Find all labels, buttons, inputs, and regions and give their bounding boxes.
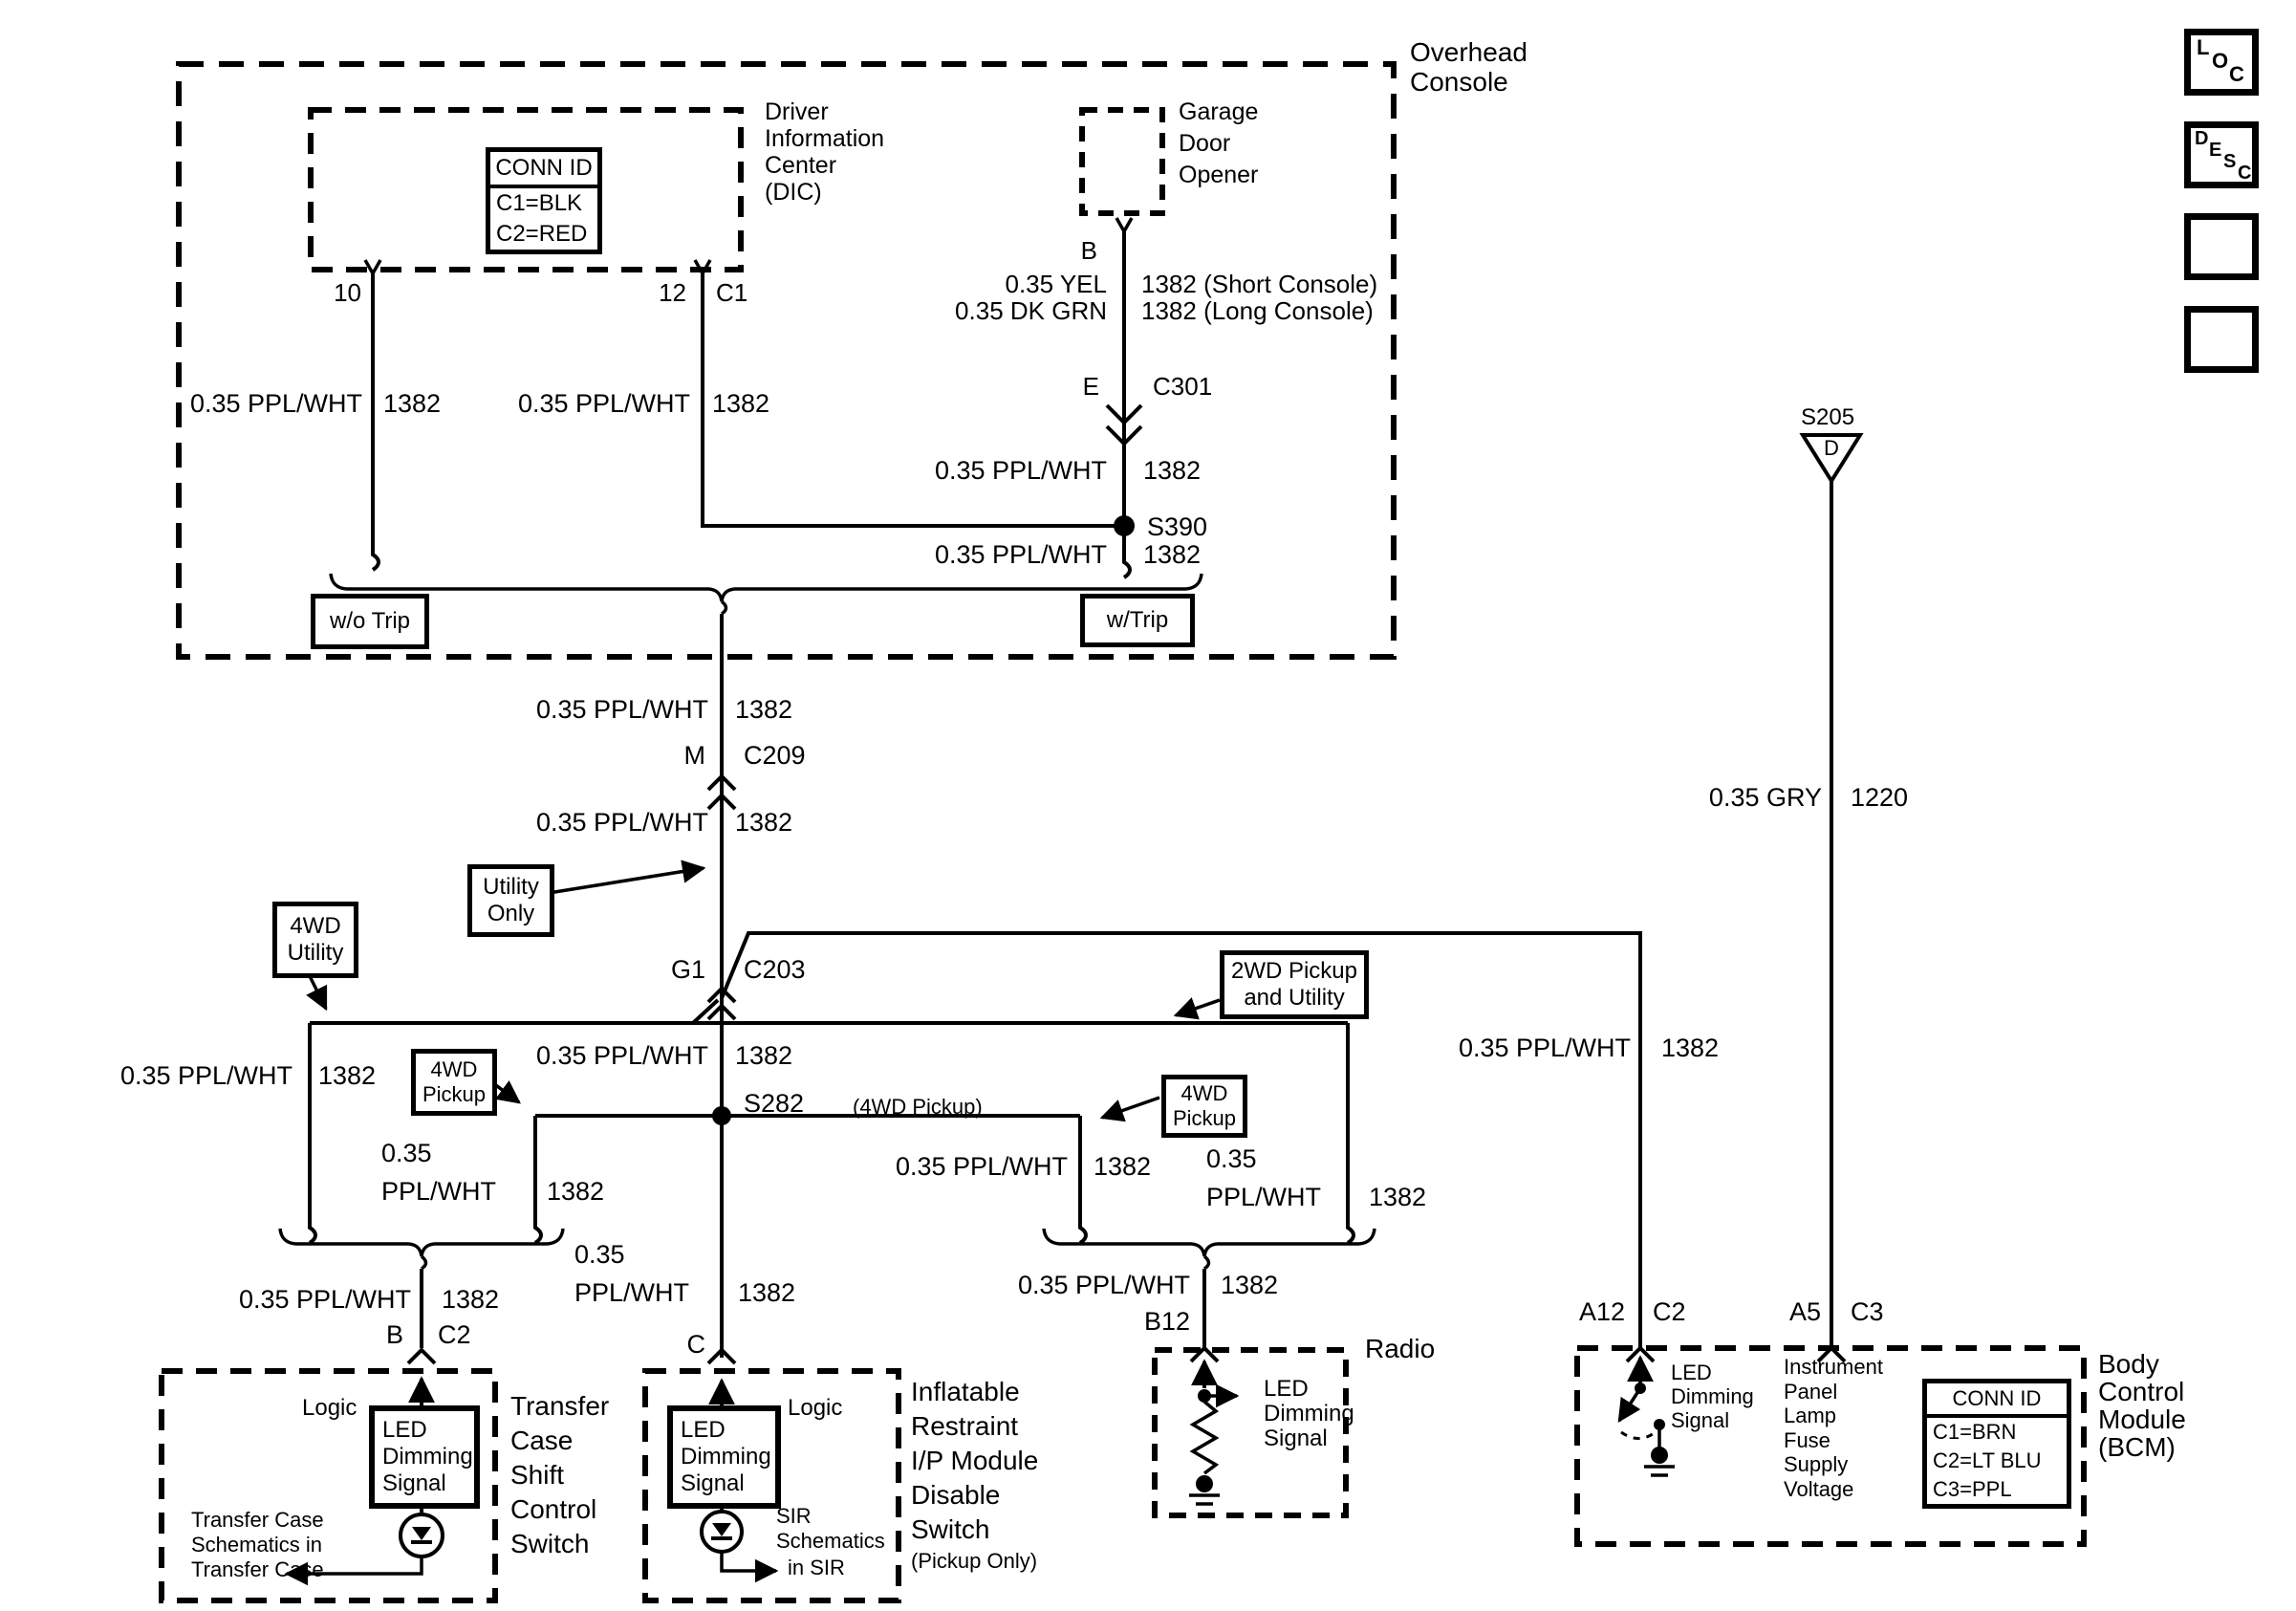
wire-circuit: 1382 xyxy=(442,1285,500,1314)
wire-spec: 0.35 PPL/WHT xyxy=(238,1285,411,1314)
conn-id-row: C2=LT BLU xyxy=(1933,1448,2042,1472)
dic-label: (DIC) xyxy=(765,179,822,206)
utility-only-callout xyxy=(467,864,554,937)
radio-pin-b12: B12 xyxy=(1143,1307,1190,1336)
c209-name: C209 xyxy=(744,741,806,770)
bcm-supply-label: Supply xyxy=(1784,1452,1849,1476)
garage-label: Opener xyxy=(1179,162,1259,188)
bcm-conn-c3: C3 xyxy=(1851,1297,1884,1326)
radio-led-label: Dimming xyxy=(1264,1401,1354,1426)
garage-label: Door xyxy=(1179,130,1231,157)
desc-letter: D xyxy=(2195,128,2209,149)
s282-note: (4WD Pickup) xyxy=(853,1095,983,1119)
bcm-conn-id-table xyxy=(1922,1379,2071,1509)
led-line: LED xyxy=(382,1417,427,1443)
callout-line: 4WD xyxy=(290,913,341,939)
wire-spec: 0.35 DK GRN xyxy=(955,296,1107,325)
fourwd-utility-callout xyxy=(272,902,358,978)
bcm-supply-label: Fuse xyxy=(1784,1428,1830,1452)
inflatable-title: Disable xyxy=(911,1480,1001,1510)
callout-line: 4WD xyxy=(430,1057,478,1081)
wire-spec: PPL/WHT xyxy=(574,1278,690,1307)
garage-door-opener-box xyxy=(1082,110,1162,213)
wire-circuit: 1382 xyxy=(1143,456,1202,485)
loc-letter: C xyxy=(2229,62,2244,86)
dic-conn-id-table xyxy=(486,147,602,254)
fourwd-pickup-left-callout xyxy=(411,1049,497,1116)
sir-note-arrow xyxy=(722,1552,776,1571)
radio-title: Radio xyxy=(1365,1334,1436,1363)
dic-label: Center xyxy=(765,152,837,179)
dic-label: Driver xyxy=(765,98,829,125)
callout-line: Utility xyxy=(483,874,539,900)
conn-id-row: C2=RED xyxy=(496,221,588,247)
bcm-switch-blade xyxy=(1619,1388,1640,1421)
bcm-pin-a5: A5 xyxy=(1788,1297,1821,1326)
desc-letter: E xyxy=(2209,140,2222,161)
wire-dic-pin10 xyxy=(373,273,379,570)
bcm-supply-label: Voltage xyxy=(1784,1477,1854,1501)
bcm-pin-a12: A12 xyxy=(1578,1297,1625,1326)
prev-page-button[interactable] xyxy=(2184,306,2259,373)
dic-label: Information xyxy=(765,125,885,152)
wire-circuit: 1382 xyxy=(735,808,793,837)
wire-spec: 0.35 xyxy=(381,1139,432,1167)
bcm-title: Body xyxy=(2098,1349,2159,1379)
dic-pin-12: 12 xyxy=(659,278,686,307)
callout-line: 4WD xyxy=(1180,1081,1228,1105)
led-line: Signal xyxy=(382,1470,446,1496)
inflatable-pin-c: C xyxy=(686,1330,705,1359)
bcm-conn-c2: C2 xyxy=(1653,1297,1686,1326)
transfer-note: Schematics in xyxy=(191,1533,322,1557)
wire-spec: 0.35 PPL/WHT xyxy=(934,456,1107,485)
overhead-console-title: Overhead xyxy=(1410,37,1527,67)
loc-letter: L xyxy=(2197,35,2210,59)
inflatable-title: Inflatable xyxy=(911,1377,1020,1406)
transfer-conn-c2: C2 xyxy=(438,1320,471,1349)
garage-pin-b-fork xyxy=(1116,218,1132,231)
brace-overhead xyxy=(331,574,1202,614)
w-trip-tag xyxy=(1080,594,1195,647)
next-page-button[interactable] xyxy=(2184,213,2259,280)
s390-splice-dot xyxy=(1114,515,1135,536)
radio-ground-dot xyxy=(1196,1475,1213,1492)
wire-circuit: 1382 (Long Console) xyxy=(1141,296,1374,325)
twowd-pickup-utility-callout xyxy=(1220,950,1369,1019)
transfer-title: Switch xyxy=(510,1529,590,1558)
wire-spec: PPL/WHT xyxy=(381,1177,497,1206)
s390-label: S390 xyxy=(1147,512,1208,541)
bcm-led-label: LED xyxy=(1671,1361,1712,1384)
wire-spec: 0.35 PPL/WHT xyxy=(119,1061,292,1090)
loc-button[interactable] xyxy=(2184,29,2259,96)
wire-spec: 0.35 xyxy=(574,1240,625,1269)
wire-spec: 0.35 PPL/WHT xyxy=(1458,1034,1631,1062)
transfer-title: Shift xyxy=(510,1460,565,1490)
transfer-title: Transfer xyxy=(510,1391,610,1421)
wire-spec: 0.35 PPL/WHT xyxy=(189,389,362,418)
wire-spec: 0.35 PPL/WHT xyxy=(535,1041,708,1070)
c209-pin-m: M xyxy=(683,741,705,770)
conn-id-header: CONN ID xyxy=(1927,1383,2067,1418)
transfer-led-box xyxy=(369,1405,480,1509)
transfer-pin-b: B xyxy=(385,1320,403,1349)
conn-id-row: C1=BRN xyxy=(1933,1420,2017,1444)
wire-circuit: 1382 xyxy=(1221,1271,1279,1299)
radio-led-label: LED xyxy=(1264,1376,1309,1402)
wire-spec: 0.35 YEL xyxy=(1005,270,1107,298)
bcm-supply-label: Panel xyxy=(1784,1380,1838,1404)
callout-line: Only xyxy=(487,901,535,926)
wire-circuit: 1382 (Short Console) xyxy=(1141,270,1378,298)
sir-note: SIR xyxy=(776,1504,812,1528)
bcm-title: Module xyxy=(2098,1404,2186,1434)
dic-conn-c1: C1 xyxy=(716,278,748,307)
wire-spec: 0.35 xyxy=(1206,1144,1257,1173)
s282-label: S282 xyxy=(744,1089,805,1118)
sir-note: Schematics xyxy=(776,1529,885,1553)
transfer-title: Control xyxy=(510,1494,597,1524)
transfer-note: Transfer Case xyxy=(191,1508,324,1532)
wire-circuit: 1382 xyxy=(383,389,442,418)
wire-circuit: 1382 xyxy=(738,1278,796,1307)
dic-pin-10: 10 xyxy=(334,278,361,307)
c203-name: C203 xyxy=(744,955,806,984)
c301-name: C301 xyxy=(1153,372,1213,401)
inflatable-subtitle: (Pickup Only) xyxy=(911,1549,1038,1573)
inflatable-logic-label: Logic xyxy=(788,1395,843,1421)
wire-spec: 0.35 PPL/WHT xyxy=(934,540,1107,569)
bcm-title: (BCM) xyxy=(2098,1432,2176,1462)
radio-resistor xyxy=(1193,1402,1216,1473)
conn-id-header: CONN ID xyxy=(490,152,597,188)
wo-trip-label: w/o Trip xyxy=(329,608,411,634)
wire-circuit: 1382 xyxy=(1094,1152,1152,1181)
wire-circuit: 1382 xyxy=(547,1177,605,1206)
wo-trip-tag xyxy=(311,594,429,649)
inflatable-led-box xyxy=(667,1405,781,1509)
bcm-title: Control xyxy=(2098,1377,2185,1406)
led-line: Signal xyxy=(681,1470,745,1496)
wire-circuit: 1382 xyxy=(1661,1034,1720,1062)
transfer-title: Case xyxy=(510,1426,574,1455)
inflatable-title: Switch xyxy=(911,1514,990,1544)
garage-label: Garage xyxy=(1179,98,1259,125)
pin10-fork xyxy=(365,260,380,273)
conn-id-row: C3=PPL xyxy=(1933,1477,2012,1501)
bcm-ground-icon xyxy=(1644,1467,1675,1475)
desc-letter: S xyxy=(2223,151,2237,172)
wire-circuit: 1382 xyxy=(735,1041,793,1070)
inflatable-title: Restraint xyxy=(911,1411,1019,1441)
inflatable-title: I/P Module xyxy=(911,1446,1039,1475)
callout-line: and Utility xyxy=(1244,985,1345,1011)
wire-spec: 0.35 PPL/WHT xyxy=(517,389,690,418)
bcm-switch-arc xyxy=(1621,1430,1657,1439)
callout-line: Pickup xyxy=(1172,1106,1237,1130)
fourwd-pickup-right-arrow xyxy=(1102,1098,1159,1118)
s205-label: S205 xyxy=(1801,404,1855,430)
transfer-note: Transfer Case xyxy=(191,1557,324,1581)
transfer-pin-connector xyxy=(408,1350,435,1363)
w-trip-label: w/Trip xyxy=(1106,607,1169,633)
sir-note: in SIR xyxy=(788,1556,845,1579)
led-line: Dimming xyxy=(382,1444,473,1469)
bcm-led-label: Signal xyxy=(1671,1408,1730,1432)
bcm-led-label: Dimming xyxy=(1671,1384,1754,1408)
wire-spec: 0.35 PPL/WHT xyxy=(1017,1271,1190,1299)
wire-spec: 0.35 PPL/WHT xyxy=(535,695,708,724)
wire-circuit: 1382 xyxy=(1143,540,1202,569)
garage-pin-b: B xyxy=(1080,236,1097,265)
desc-button[interactable] xyxy=(2184,121,2259,188)
s205-letter: D xyxy=(1824,436,1839,460)
brace-radio xyxy=(1044,1229,1375,1269)
conn-id-row: C1=BLK xyxy=(496,190,583,216)
transfer-logic-label: Logic xyxy=(302,1395,357,1421)
wire-circuit: 1220 xyxy=(1851,783,1909,812)
loc-letter: O xyxy=(2212,49,2229,73)
wire-circuit: 1382 xyxy=(1369,1183,1427,1211)
desc-letter: C xyxy=(2238,163,2252,184)
radio-led-label: Signal xyxy=(1264,1426,1328,1451)
callout-line: 2WD Pickup xyxy=(1230,958,1358,984)
wire-spec: 0.35 GRY xyxy=(1708,783,1822,812)
wire-spec: 0.35 PPL/WHT xyxy=(535,808,708,837)
wire-spec: PPL/WHT xyxy=(1206,1183,1322,1211)
c301-pin-e: E xyxy=(1082,372,1099,401)
wire-circuit: 1382 xyxy=(712,389,770,418)
wire-spec: 0.35 PPL/WHT xyxy=(895,1152,1068,1181)
utility-only-arrow xyxy=(549,868,704,893)
callout-line: Pickup xyxy=(422,1082,487,1106)
callout-line: Utility xyxy=(287,940,344,966)
led-line: LED xyxy=(681,1417,726,1443)
bcm-supply-label: Instrument xyxy=(1784,1355,1883,1379)
c203-pin-g1: G1 xyxy=(670,955,705,984)
twowd-pickup-utility-arrow xyxy=(1176,1000,1220,1015)
bcm-supply-label: Lamp xyxy=(1784,1404,1837,1427)
overhead-console-title: Console xyxy=(1410,67,1508,97)
wire-circuit: 1382 xyxy=(735,695,793,724)
brace-transfer xyxy=(280,1229,563,1269)
wire-circuit: 1382 xyxy=(318,1061,377,1090)
bcm-ground-dot xyxy=(1651,1447,1668,1464)
led-line: Dimming xyxy=(681,1444,771,1469)
fourwd-pickup-right-callout xyxy=(1161,1075,1247,1138)
radio-ground-icon xyxy=(1189,1495,1220,1504)
